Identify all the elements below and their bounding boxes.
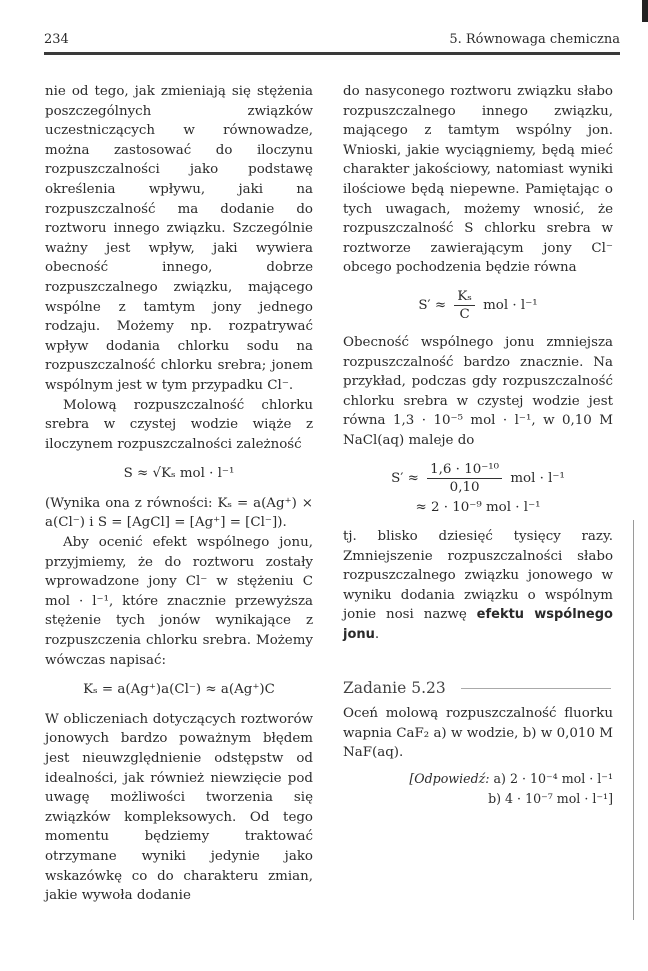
eq3-unit: mol · l⁻¹ xyxy=(483,297,538,313)
left-paragraph-5: W obliczeniach dotyczących roztworów jonowych bardzo poważnym błędem jest nieuwzględnienie odstępstw od idealności, jak również niewzięcie pod uwagę możliwości tworzenia się związków kompleksowych. Od tego momentu będziemy traktować otrzymane wyniki jedynie jako wskazówkę co do charakteru zmian, jakie wywoła dodanie xyxy=(45,711,313,904)
eq4-fraction xyxy=(427,461,502,496)
chapter-title: 5. Równowaga chemiczna xyxy=(449,32,620,47)
p3-end: . xyxy=(374,627,380,643)
task-heading xyxy=(343,679,613,699)
answer-label: [Odpowiedź: xyxy=(409,771,490,787)
equation-result: ≈ 2 · 10⁻⁹ mol · l⁻¹ xyxy=(415,499,541,515)
eq3-fraction xyxy=(454,288,475,323)
eq4-unit: mol · l⁻¹ xyxy=(510,470,565,486)
task-title: Zadanie 5.23 xyxy=(343,678,446,697)
left-paragraph-3: (Wynika ona z równości: Kₛ = a(Ag⁺) × a(Cl⁻) i S = [AgCl] = [Ag⁺] = [Cl⁻]). xyxy=(45,495,313,531)
eq3-denominator: C xyxy=(459,306,470,322)
eq4-denominator: 0,10 xyxy=(449,479,480,495)
eq4-numerator: 1,6 · 10⁻¹⁰ xyxy=(427,461,502,479)
p3-text: tj. blisko dziesięć tysięcy razy. Zmniejszenie rozpuszczalności słabo rozpuszczalnego związku jonowego w wyniku dodania związku o wspólnym jonie nosi nazwę xyxy=(343,529,613,623)
left-paragraph-2: Molową rozpuszczalność chlorku srebra w czystej wodzie wiąże z iloczynem rozpuszczalności zależność xyxy=(45,397,313,452)
equation-ks: Kₛ = a(Ag⁺)a(Cl⁻) ≈ a(Ag⁺)C xyxy=(83,682,275,698)
left-paragraph-4: Aby ocenić efekt wspólnego jonu, przyjmiemy, że do roztworu zostały wprowadzone jony Cl⁻ w stężeniu C mol · l⁻¹, które znacznie przewyższa stężenie tych jonów wynikające z rozpuszczenia chlorku srebra. Możemy wówczas napisać: xyxy=(45,535,313,668)
eq3-lhs: S′ ≈ xyxy=(418,297,447,313)
answer-line-b xyxy=(343,789,613,809)
task-text: Oceń molową rozpuszczalność fluorku wapnia CaF₂ a) w wodzie, b) w 0,010 M NaF(aq). xyxy=(343,706,613,761)
answer-line-a xyxy=(343,769,613,789)
answer-b: b) 4 · 10⁻⁷ mol · l⁻¹] xyxy=(488,790,613,806)
right-column xyxy=(343,82,613,808)
common-ion-effect-term: efektu wspólnego jonu xyxy=(343,607,613,643)
equation-numeric xyxy=(343,461,613,496)
header-rule xyxy=(44,52,620,55)
left-paragraph-1: nie od tego, jak zmieniają się stężenia poszczególnych związków uczestniczących w równowadze, można zastosować do iloczynu rozpuszczalności jako podstawę określenia wpływu, jaki na rozpuszczalność ma dodanie do roztworu innego związku. Szczególnie ważny jest wpływ, jaki wywiera obecność innego, dobrze rozpuszczalnego związku, mającego wspólne z tamtym jony jednego rodzaju. Możemy np. rozpatrywać wpływ dodania chlorku sodu na rozpuszczalność chlorku srebra; jonem wspólnym jest w tym przypadku Cl⁻. xyxy=(45,84,313,393)
right-paragraph-2: Obecność wspólnego jonu zmniejsza rozpuszczalność bardzo znacznie. Na przykład, podczas gdy rozpuszczalność chlorku srebra w czystej wodzie jest równa 1,3 · 10⁻⁵ mol · l⁻¹, w 0,10 M NaCl(aq) maleje do xyxy=(343,334,613,448)
answer-a: a) 2 · 10⁻⁴ mol · l⁻¹ xyxy=(493,771,613,787)
eq4-lhs: S′ ≈ xyxy=(391,470,419,486)
right-paragraph-3 xyxy=(343,527,613,645)
equation-solubility: S ≈ √Kₛ mol · l⁻¹ xyxy=(123,466,235,482)
task-heading-rule xyxy=(461,688,611,689)
page-edge-line xyxy=(633,520,634,920)
page-number: 234 xyxy=(44,32,69,47)
left-column xyxy=(45,82,313,906)
page-corner-mark xyxy=(642,0,648,22)
eq3-numerator: Kₛ xyxy=(454,288,475,306)
right-paragraph-1: do nasyconego roztworu związku słabo rozpuszczalnego innego związku, mającego z tamtym wspólny jon. Wnioski, jakie wyciągniemy, będą mieć charakter jakościowy, natomiast wyniki ilościowe będą niepewne. Pamiętając o tych uwagach, możemy wnosić, że rozpuszczalność S chlorku srebra w roztworze zawierającym jony Cl⁻ obcego pochodzenia będzie równa xyxy=(343,84,613,276)
equation-s-prime xyxy=(343,288,613,323)
